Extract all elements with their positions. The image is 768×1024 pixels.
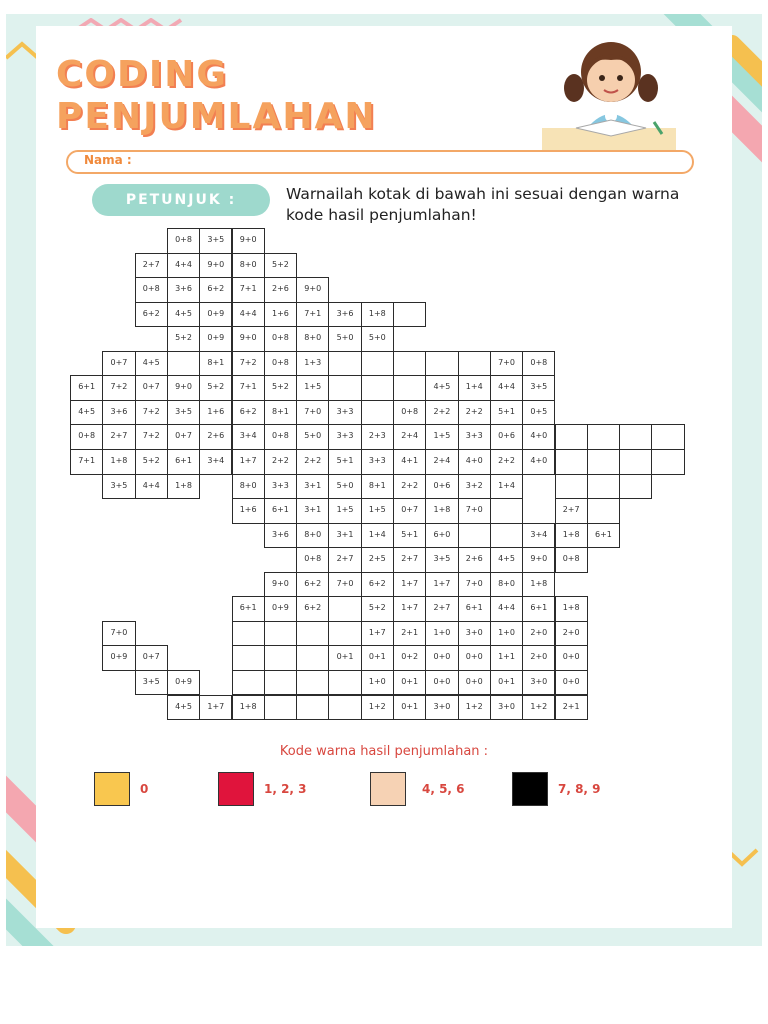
grid-cell[interactable]: 5+1 bbox=[393, 523, 426, 549]
grid-cell[interactable]: 1+8 bbox=[522, 572, 555, 598]
grid-cell[interactable]: 0+1 bbox=[361, 645, 394, 671]
grid-cell[interactable]: 2+2 bbox=[490, 449, 523, 475]
grid-cell[interactable]: 5+2 bbox=[361, 596, 394, 622]
grid-cell[interactable]: 0+1 bbox=[490, 670, 523, 696]
grid-cell[interactable]: 2+7 bbox=[425, 596, 458, 622]
grid-cell[interactable]: 0+0 bbox=[425, 670, 458, 696]
grid-cell[interactable]: 8+0 bbox=[232, 474, 265, 500]
grid-cell[interactable] bbox=[328, 670, 361, 696]
grid-cell[interactable]: 7+2 bbox=[135, 424, 168, 450]
grid-cell[interactable]: 4+5 bbox=[490, 547, 523, 573]
grid-cell[interactable]: 4+5 bbox=[70, 400, 103, 426]
grid-cell[interactable]: 0+1 bbox=[393, 670, 426, 696]
grid-cell[interactable]: 1+4 bbox=[490, 474, 523, 500]
grid-cell[interactable]: 0+9 bbox=[167, 670, 200, 696]
grid-cell[interactable]: 0+9 bbox=[199, 302, 232, 328]
legend-swatch-peach bbox=[370, 772, 406, 806]
grid-cell[interactable]: 1+0 bbox=[361, 670, 394, 696]
grid-cell[interactable]: 9+0 bbox=[232, 228, 265, 254]
grid-cell[interactable]: 7+0 bbox=[102, 621, 135, 647]
grid-cell[interactable]: 7+2 bbox=[102, 375, 135, 401]
grid-cell[interactable]: 2+5 bbox=[361, 547, 394, 573]
legend-label-1: 1, 2, 3 bbox=[264, 782, 307, 796]
grid-cell[interactable]: 8+1 bbox=[199, 351, 232, 377]
grid-cell[interactable]: 1+0 bbox=[425, 621, 458, 647]
grid-cell[interactable] bbox=[232, 670, 265, 696]
grid-cell[interactable]: 3+5 bbox=[522, 375, 555, 401]
grid-cell[interactable]: 3+6 bbox=[264, 523, 297, 549]
grid-cell[interactable]: 3+0 bbox=[522, 670, 555, 696]
girl-studying-illustration bbox=[536, 24, 676, 154]
legend-swatch-black bbox=[512, 772, 548, 806]
grid-cell[interactable]: 7+1 bbox=[70, 449, 103, 475]
grid-cell[interactable]: 1+5 bbox=[425, 424, 458, 450]
grid-cell[interactable] bbox=[490, 498, 523, 524]
grid-cell[interactable]: 8+0 bbox=[296, 326, 329, 352]
grid-cell[interactable] bbox=[619, 449, 652, 475]
grid-cell[interactable] bbox=[651, 449, 684, 475]
grid-cell[interactable]: 7+0 bbox=[328, 572, 361, 598]
grid-cell[interactable]: 1+4 bbox=[361, 523, 394, 549]
grid-cell[interactable] bbox=[587, 474, 620, 500]
grid-cell[interactable]: 9+0 bbox=[264, 572, 297, 598]
grid-cell[interactable]: 1+1 bbox=[490, 645, 523, 671]
grid-cell[interactable]: 0+0 bbox=[458, 670, 491, 696]
grid-cell[interactable]: 7+0 bbox=[296, 400, 329, 426]
grid-cell[interactable]: 4+4 bbox=[490, 596, 523, 622]
grid-cell[interactable]: 3+4 bbox=[232, 424, 265, 450]
grid-cell[interactable] bbox=[555, 474, 588, 500]
grid-cell[interactable]: 1+8 bbox=[555, 523, 588, 549]
grid-cell[interactable]: 7+2 bbox=[232, 351, 265, 377]
grid-cell[interactable]: 0+1 bbox=[393, 695, 426, 721]
grid-cell[interactable] bbox=[328, 621, 361, 647]
grid-cell[interactable]: 3+1 bbox=[296, 474, 329, 500]
grid-cell[interactable]: 4+5 bbox=[167, 302, 200, 328]
grid-cell[interactable]: 5+0 bbox=[296, 424, 329, 450]
grid-cell[interactable]: 2+2 bbox=[425, 400, 458, 426]
grid-cell[interactable]: 6+2 bbox=[199, 277, 232, 303]
grid-cell[interactable]: 6+0 bbox=[425, 523, 458, 549]
grid-cell[interactable]: 4+4 bbox=[232, 302, 265, 328]
grid-cell[interactable]: 7+0 bbox=[490, 351, 523, 377]
grid-cell[interactable]: 7+2 bbox=[135, 400, 168, 426]
grid-cell[interactable]: 0+8 bbox=[296, 547, 329, 573]
grid-cell[interactable]: 3+3 bbox=[264, 474, 297, 500]
grid-cell[interactable] bbox=[328, 695, 361, 721]
grid-cell[interactable] bbox=[555, 424, 588, 450]
grid-cell[interactable]: 3+4 bbox=[522, 523, 555, 549]
grid-cell[interactable]: 8+0 bbox=[232, 253, 265, 279]
grid-cell[interactable]: 6+2 bbox=[296, 596, 329, 622]
grid-cell[interactable]: 5+1 bbox=[328, 449, 361, 475]
grid-cell[interactable]: 1+7 bbox=[393, 596, 426, 622]
grid-cell[interactable] bbox=[296, 645, 329, 671]
grid-cell[interactable]: 3+5 bbox=[425, 547, 458, 573]
grid-cell[interactable]: 0+9 bbox=[102, 645, 135, 671]
grid-cell[interactable]: 3+5 bbox=[135, 670, 168, 696]
grid-cell[interactable]: 2+7 bbox=[555, 498, 588, 524]
grid-cell[interactable]: 3+5 bbox=[102, 474, 135, 500]
grid-cell[interactable]: 1+8 bbox=[102, 449, 135, 475]
grid-cell[interactable]: 7+1 bbox=[296, 302, 329, 328]
grid-cell[interactable]: 5+0 bbox=[328, 326, 361, 352]
grid-cell[interactable]: 3+1 bbox=[296, 498, 329, 524]
grid-cell[interactable]: 2+4 bbox=[425, 449, 458, 475]
grid-cell[interactable] bbox=[587, 498, 620, 524]
legend-title: Kode warna hasil penjumlahan : bbox=[279, 744, 489, 759]
grid-cell[interactable]: 0+8 bbox=[167, 228, 200, 254]
grid-cell[interactable] bbox=[361, 351, 394, 377]
grid-cell[interactable]: 3+3 bbox=[361, 449, 394, 475]
grid-cell[interactable]: 2+0 bbox=[522, 645, 555, 671]
grid-cell[interactable]: 1+8 bbox=[361, 302, 394, 328]
grid-cell[interactable]: 6+2 bbox=[296, 572, 329, 598]
grid-cell[interactable]: 6+2 bbox=[232, 400, 265, 426]
grid-cell[interactable]: 3+2 bbox=[458, 474, 491, 500]
grid-cell[interactable] bbox=[264, 670, 297, 696]
grid-cell[interactable]: 0+7 bbox=[393, 498, 426, 524]
grid-cell[interactable]: 1+6 bbox=[199, 400, 232, 426]
grid-cell[interactable]: 2+6 bbox=[199, 424, 232, 450]
grid-cell[interactable]: 3+6 bbox=[102, 400, 135, 426]
grid-cell[interactable]: 0+8 bbox=[522, 351, 555, 377]
grid-cell[interactable]: 1+2 bbox=[361, 695, 394, 721]
grid-cell[interactable]: 4+0 bbox=[458, 449, 491, 475]
grid-cell[interactable] bbox=[296, 621, 329, 647]
grid-cell[interactable]: 8+0 bbox=[490, 572, 523, 598]
grid-cell[interactable]: 2+2 bbox=[264, 449, 297, 475]
instruction-badge: PETUNJUK : bbox=[92, 184, 270, 216]
grid-cell[interactable]: 0+8 bbox=[555, 547, 588, 573]
grid-cell[interactable]: 0+7 bbox=[167, 424, 200, 450]
grid-cell[interactable]: 0+8 bbox=[264, 424, 297, 450]
grid-cell[interactable]: 1+2 bbox=[458, 695, 491, 721]
grid-cell[interactable]: 0+0 bbox=[425, 645, 458, 671]
grid-cell[interactable]: 0+9 bbox=[264, 596, 297, 622]
grid-cell[interactable]: 4+0 bbox=[522, 424, 555, 450]
grid-cell[interactable] bbox=[458, 351, 491, 377]
grid-cell[interactable]: 1+5 bbox=[296, 375, 329, 401]
grid-cell[interactable]: 6+1 bbox=[458, 596, 491, 622]
grid-cell[interactable]: 5+2 bbox=[167, 326, 200, 352]
grid-cell[interactable]: 7+1 bbox=[232, 277, 265, 303]
grid-cell[interactable]: 3+6 bbox=[328, 302, 361, 328]
grid-cell[interactable]: 1+6 bbox=[232, 498, 265, 524]
grid-cell[interactable]: 3+0 bbox=[425, 695, 458, 721]
grid-cell[interactable]: 4+0 bbox=[522, 449, 555, 475]
grid-cell[interactable]: 6+1 bbox=[264, 498, 297, 524]
grid-cell[interactable]: 2+2 bbox=[393, 474, 426, 500]
grid-cell[interactable]: 3+5 bbox=[167, 400, 200, 426]
grid-cell[interactable]: 2+4 bbox=[393, 424, 426, 450]
grid-cell[interactable]: 0+8 bbox=[135, 277, 168, 303]
grid-cell[interactable]: 5+2 bbox=[264, 253, 297, 279]
grid-cell[interactable]: 6+2 bbox=[361, 572, 394, 598]
grid-cell[interactable]: 6+1 bbox=[587, 523, 620, 549]
grid-cell[interactable]: 2+7 bbox=[135, 253, 168, 279]
grid-cell[interactable]: 5+0 bbox=[361, 326, 394, 352]
grid-cell[interactable]: 2+7 bbox=[393, 547, 426, 573]
grid-cell[interactable]: 6+1 bbox=[70, 375, 103, 401]
grid-cell[interactable] bbox=[555, 449, 588, 475]
legend-label-2: 4, 5, 6 bbox=[422, 782, 465, 796]
grid-cell[interactable]: 5+2 bbox=[264, 375, 297, 401]
grid-cell[interactable] bbox=[232, 645, 265, 671]
grid-cell[interactable]: 1+0 bbox=[490, 621, 523, 647]
grid-cell[interactable]: 0+7 bbox=[135, 375, 168, 401]
grid-cell[interactable]: 2+1 bbox=[393, 621, 426, 647]
grid-cell[interactable]: 1+7 bbox=[393, 572, 426, 598]
grid-cell[interactable] bbox=[264, 695, 297, 721]
grid-cell[interactable]: 3+3 bbox=[458, 424, 491, 450]
grid-cell[interactable]: 3+0 bbox=[458, 621, 491, 647]
grid-cell[interactable] bbox=[490, 523, 523, 549]
grid-cell[interactable] bbox=[619, 424, 652, 450]
grid-cell[interactable]: 3+0 bbox=[490, 695, 523, 721]
instruction-text: Warnailah kotak di bawah ini sesuai dengan warna kode hasil penjumlahan! bbox=[286, 185, 680, 224]
grid-cell[interactable]: 2+2 bbox=[296, 449, 329, 475]
grid-cell[interactable] bbox=[296, 670, 329, 696]
name-field[interactable] bbox=[66, 150, 694, 174]
grid-cell[interactable]: 4+4 bbox=[167, 253, 200, 279]
grid-cell[interactable] bbox=[296, 695, 329, 721]
grid-cell[interactable]: 0+8 bbox=[393, 400, 426, 426]
grid-cell[interactable] bbox=[587, 424, 620, 450]
grid-cell[interactable]: 3+3 bbox=[328, 400, 361, 426]
grid-cell[interactable]: 1+3 bbox=[296, 351, 329, 377]
grid-cell[interactable]: 6+1 bbox=[232, 596, 265, 622]
grid-cell[interactable]: 1+8 bbox=[555, 596, 588, 622]
grid-cell[interactable]: 0+8 bbox=[70, 424, 103, 450]
grid-cell[interactable]: 3+1 bbox=[328, 523, 361, 549]
legend-label-3: 7, 8, 9 bbox=[558, 782, 601, 796]
grid-cell[interactable]: 1+5 bbox=[361, 498, 394, 524]
grid-cell[interactable]: 4+4 bbox=[490, 375, 523, 401]
grid-cell[interactable]: 7+1 bbox=[232, 375, 265, 401]
grid-cell[interactable]: 9+0 bbox=[522, 547, 555, 573]
grid-cell[interactable]: 2+2 bbox=[458, 400, 491, 426]
grid-cell[interactable]: 7+0 bbox=[458, 572, 491, 598]
grid-cell[interactable]: 9+0 bbox=[232, 326, 265, 352]
grid-cell[interactable]: 2+7 bbox=[102, 424, 135, 450]
grid-cell[interactable]: 2+6 bbox=[264, 277, 297, 303]
grid-cell[interactable]: 0+0 bbox=[555, 645, 588, 671]
grid-cell[interactable]: 1+7 bbox=[199, 695, 232, 721]
grid-cell[interactable] bbox=[167, 351, 200, 377]
grid-cell[interactable]: 1+5 bbox=[328, 498, 361, 524]
grid-cell[interactable]: 3+5 bbox=[199, 228, 232, 254]
grid-cell[interactable] bbox=[361, 375, 394, 401]
grid-cell[interactable]: 4+5 bbox=[135, 351, 168, 377]
grid-cell[interactable]: 1+7 bbox=[361, 621, 394, 647]
name-label: Nama : bbox=[84, 153, 132, 167]
grid-cell[interactable] bbox=[264, 621, 297, 647]
grid-cell[interactable]: 1+7 bbox=[232, 449, 265, 475]
grid-cell[interactable]: 8+0 bbox=[296, 523, 329, 549]
legend-swatch-red bbox=[218, 772, 254, 806]
grid-cell[interactable] bbox=[393, 302, 426, 328]
grid-cell[interactable] bbox=[393, 375, 426, 401]
grid-cell[interactable]: 0+0 bbox=[555, 670, 588, 696]
grid-cell[interactable]: 1+8 bbox=[232, 695, 265, 721]
grid-cell[interactable]: 3+4 bbox=[199, 449, 232, 475]
grid-cell[interactable]: 0+9 bbox=[199, 326, 232, 352]
grid-cell[interactable]: 9+0 bbox=[167, 375, 200, 401]
grid-cell[interactable]: 9+0 bbox=[296, 277, 329, 303]
grid-cell[interactable]: 3+3 bbox=[328, 424, 361, 450]
grid-cell[interactable]: 5+0 bbox=[328, 474, 361, 500]
grid-cell[interactable]: 0+1 bbox=[328, 645, 361, 671]
grid-cell[interactable]: 1+4 bbox=[458, 375, 491, 401]
grid-cell[interactable]: 0+8 bbox=[264, 326, 297, 352]
grid-cell[interactable]: 8+1 bbox=[264, 400, 297, 426]
grid-cell[interactable] bbox=[361, 400, 394, 426]
grid-cell[interactable]: 4+4 bbox=[135, 474, 168, 500]
grid-cell[interactable]: 8+1 bbox=[361, 474, 394, 500]
grid-cell[interactable]: 0+8 bbox=[264, 351, 297, 377]
grid-cell[interactable]: 4+5 bbox=[167, 695, 200, 721]
grid-cell[interactable] bbox=[393, 351, 426, 377]
worksheet-title-line-1: CODING bbox=[56, 54, 228, 95]
grid-cell[interactable] bbox=[328, 375, 361, 401]
grid-cell[interactable] bbox=[264, 645, 297, 671]
grid-cell[interactable]: 9+0 bbox=[199, 253, 232, 279]
grid-cell[interactable]: 6+1 bbox=[167, 449, 200, 475]
grid-cell[interactable] bbox=[425, 351, 458, 377]
grid-cell[interactable]: 2+6 bbox=[458, 547, 491, 573]
grid-cell[interactable]: 5+2 bbox=[135, 449, 168, 475]
grid-cell[interactable]: 4+1 bbox=[393, 449, 426, 475]
grid-cell[interactable]: 2+0 bbox=[522, 621, 555, 647]
grid-cell[interactable]: 1+8 bbox=[167, 474, 200, 500]
grid-cell[interactable]: 6+2 bbox=[135, 302, 168, 328]
grid-cell[interactable]: 1+8 bbox=[425, 498, 458, 524]
grid-cell[interactable]: 3+6 bbox=[167, 277, 200, 303]
grid-cell[interactable]: 2+3 bbox=[361, 424, 394, 450]
grid-cell[interactable]: 7+0 bbox=[458, 498, 491, 524]
grid-cell[interactable]: 5+2 bbox=[199, 375, 232, 401]
worksheet-title-line-2: PENJUMLAHAN bbox=[56, 96, 377, 137]
grid-cell[interactable] bbox=[587, 449, 620, 475]
grid-cell[interactable] bbox=[328, 351, 361, 377]
grid-cell[interactable]: 2+0 bbox=[555, 621, 588, 647]
grid-cell[interactable]: 0+7 bbox=[102, 351, 135, 377]
grid-cell[interactable]: 1+6 bbox=[264, 302, 297, 328]
grid-cell[interactable]: 5+1 bbox=[490, 400, 523, 426]
grid-cell[interactable]: 2+1 bbox=[555, 695, 588, 721]
grid-cell[interactable]: 2+7 bbox=[328, 547, 361, 573]
grid-cell[interactable]: 0+7 bbox=[135, 645, 168, 671]
grid-cell[interactable]: 4+5 bbox=[425, 375, 458, 401]
grid-cell[interactable]: 1+7 bbox=[425, 572, 458, 598]
grid-cell[interactable]: 1+2 bbox=[522, 695, 555, 721]
grid-cell[interactable]: 0+5 bbox=[522, 400, 555, 426]
grid-cell[interactable] bbox=[328, 596, 361, 622]
grid-cell[interactable]: 0+6 bbox=[425, 474, 458, 500]
legend-label-0: 0 bbox=[140, 782, 149, 796]
grid-cell[interactable]: 6+1 bbox=[522, 596, 555, 622]
grid-cell[interactable] bbox=[619, 474, 652, 500]
grid-cell[interactable]: 0+2 bbox=[393, 645, 426, 671]
grid-cell[interactable] bbox=[232, 621, 265, 647]
grid-cell[interactable]: 0+0 bbox=[458, 645, 491, 671]
grid-cell[interactable]: 0+6 bbox=[490, 424, 523, 450]
grid-cell[interactable] bbox=[651, 424, 684, 450]
legend-swatch-yellow bbox=[94, 772, 130, 806]
